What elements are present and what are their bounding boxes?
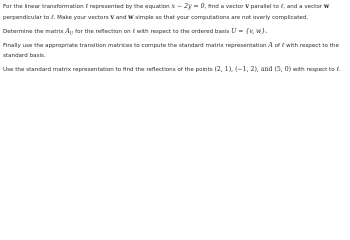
text-segment: simple so that your computations are not overly complicated.	[135, 14, 309, 21]
vector-w: w	[128, 13, 134, 21]
line-symbol: ℓ	[281, 42, 285, 50]
ordered-basis: U = {v, w}.	[231, 27, 268, 35]
text-segment: with respect to the ordered basis	[136, 28, 230, 35]
paragraph-4	[3, 65, 347, 76]
text-segment: .	[339, 67, 341, 74]
text-segment: For the linear transformation	[3, 4, 84, 10]
line-symbol: ℓ	[51, 13, 54, 21]
text-segment: with respect to the	[286, 43, 339, 50]
text-segment: Use the standard matrix representation to find the reflections of the points	[3, 67, 213, 74]
line-symbol: ℓ	[336, 66, 340, 74]
matrix-symbol: A	[65, 27, 70, 35]
paragraph-2-line-1	[3, 27, 347, 38]
vector-w: w	[323, 3, 330, 10]
paragraph-2	[3, 27, 347, 38]
text-segment: represented by the equation	[89, 4, 170, 10]
line-symbol: ℓ	[132, 27, 136, 35]
text-segment: standard basis.	[3, 52, 46, 59]
text-segment: of	[274, 43, 280, 50]
text-segment: for the reflection on	[75, 28, 131, 35]
line-symbol: ℓ	[85, 3, 89, 10]
points-list: (2, 1), (−1, 2), and (5, 0)	[214, 66, 292, 74]
text-segment: Finally use the appropriate transition matrices to compute the standard matrix representation	[3, 43, 267, 50]
paragraph-4-line-1	[3, 65, 347, 76]
text-segment: with respect to	[292, 67, 335, 74]
text-segment: perpendicular to	[3, 14, 50, 21]
vector-v: v	[245, 3, 249, 10]
matrix-a-u	[65, 28, 73, 35]
problem-text	[0, 0, 350, 100]
matrix-subscript: U	[69, 30, 74, 36]
line-equation: x − 2y = 0	[171, 3, 205, 10]
paragraph-1	[3, 2, 347, 23]
text-segment: . Make your vectors	[53, 14, 109, 21]
paragraph-3-line-2	[3, 52, 347, 62]
matrix-symbol: A	[268, 42, 273, 50]
text-segment: parallel to	[250, 4, 279, 10]
line-symbol: ℓ	[280, 3, 284, 10]
paragraph-3	[3, 41, 347, 61]
paragraph-3-line-1	[3, 41, 347, 52]
text-segment: , find a vector	[204, 4, 244, 10]
text-segment: , and a vector	[283, 4, 323, 10]
vector-v: v	[110, 13, 115, 21]
text-segment: and	[115, 14, 127, 21]
paragraph-1-line-1	[3, 2, 347, 13]
paragraph-1-line-2	[3, 13, 347, 24]
text-segment: Determine the matrix	[3, 28, 64, 35]
